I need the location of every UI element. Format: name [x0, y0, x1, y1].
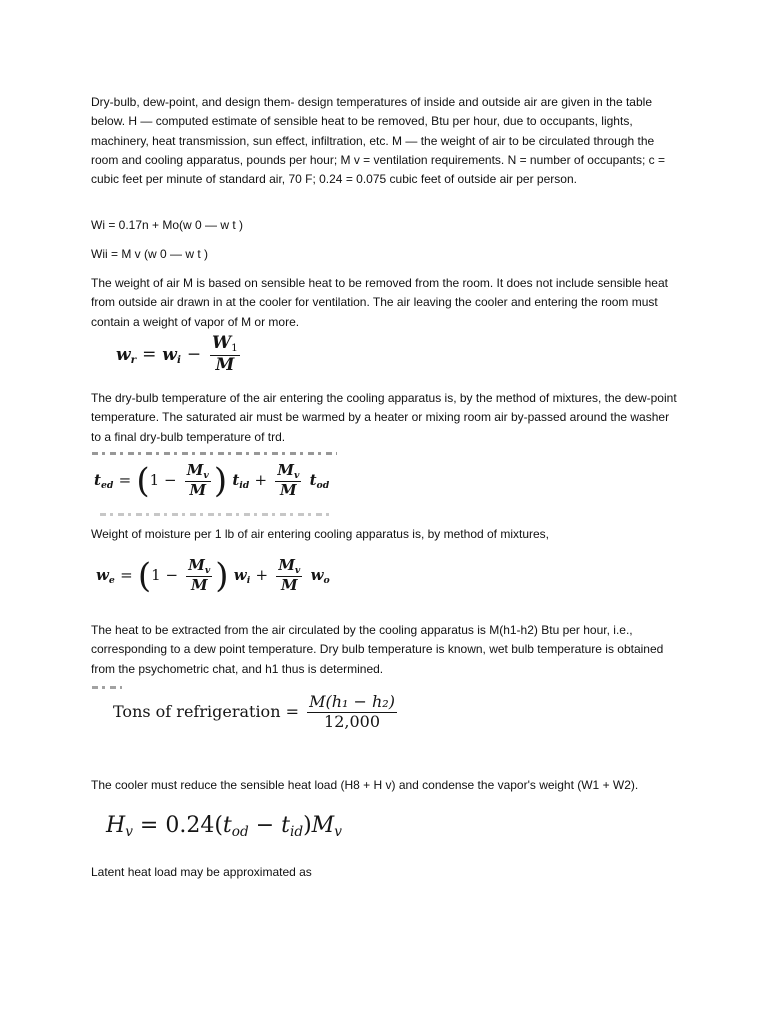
- equation-tons-image: [113, 694, 400, 731]
- heat-extract-paragraph: The heat to be extracted from the air circulated by the cooling apparatus is M(h1-h2) Btu per hour, i.e., corresponding to a dew point temperature. Dry bulb temperature is known, wet bulb temperature is obtained from the psychometric chat, and h1 thus is determined.: [91, 623, 664, 676]
- scan-artifact-tons: [92, 686, 122, 689]
- scan-artifact-lower: [100, 513, 330, 516]
- equation-wii: Wii = M v (w 0 — w t ): [91, 247, 208, 261]
- dry-bulb-paragraph: The dry-bulb temperature of the air entering the cooling apparatus is, by the method of mixtures, the dew-point temperature. The saturated air must be warmed by a heater or mixing room air by-passed around the washer to a final dry-bulb temperature of trd.: [91, 391, 677, 444]
- equation-wr-image: $w_r = w_i$ − $\frac{W_1}{M}$: [116, 333, 238, 376]
- equation-we-image: $w_e = (1$ − $\frac{M_v}{M}$ ) $w_i$ + $\frac{M_v}{M}$ $w_o$: [96, 555, 330, 596]
- tons-denominator: 12,000: [324, 711, 381, 731]
- latent-heat-paragraph: Latent heat load may be approximated as: [91, 865, 312, 879]
- cooler-load-paragraph: The cooler must reduce the sensible heat load (H8 + H v) and condense the vapor's weight (W1 + W2).: [91, 778, 639, 792]
- intro-paragraph: Dry-bulb, dew-point, and design them- design temperatures of inside and outside air are given in the table below. H — computed estimate of sensible heat to be removed, Btu per hour, due to occupants, lights, machinery, heat transmission, sun effect, infiltration, etc. M — the weight of air to be circulated through the room and cooling apparatus, pounds per hour; M v = ventilation requirements. N = number of occupants; c = cubic feet per minute of standard air, 70 F; 0.24 = 0.075 cubic feet of outside air per person.: [91, 95, 665, 187]
- equation-hv-image: $H_v = 0.24(t_{od} - t_{id})M_v$: [106, 813, 342, 841]
- tons-numerator: M(h₁ − h₂): [309, 692, 395, 711]
- scan-artifact: [92, 452, 337, 455]
- air-weight-paragraph: The weight of air M is based on sensible heat to be removed from the room. It does not include sensible heat from outside air drawn in at the cooler for ventilation. The air leaving the cooler and entering the room must contain a weight of vapor of M or more.: [91, 276, 668, 329]
- equation-ted-image: $t_{ed} = (1$ − $\frac{M_v}{M}$ ) $t_{id}$ + $\frac{M_v}{M}$ $t_{od}$: [94, 460, 330, 501]
- equation-wi: Wi = 0.17n + Mo(w 0 — w t ): [91, 218, 244, 232]
- moisture-paragraph: Weight of moisture per 1 lb of air entering cooling apparatus is, by method of mixtures,: [91, 527, 550, 541]
- tons-label: Tons of refrigeration =: [113, 701, 299, 721]
